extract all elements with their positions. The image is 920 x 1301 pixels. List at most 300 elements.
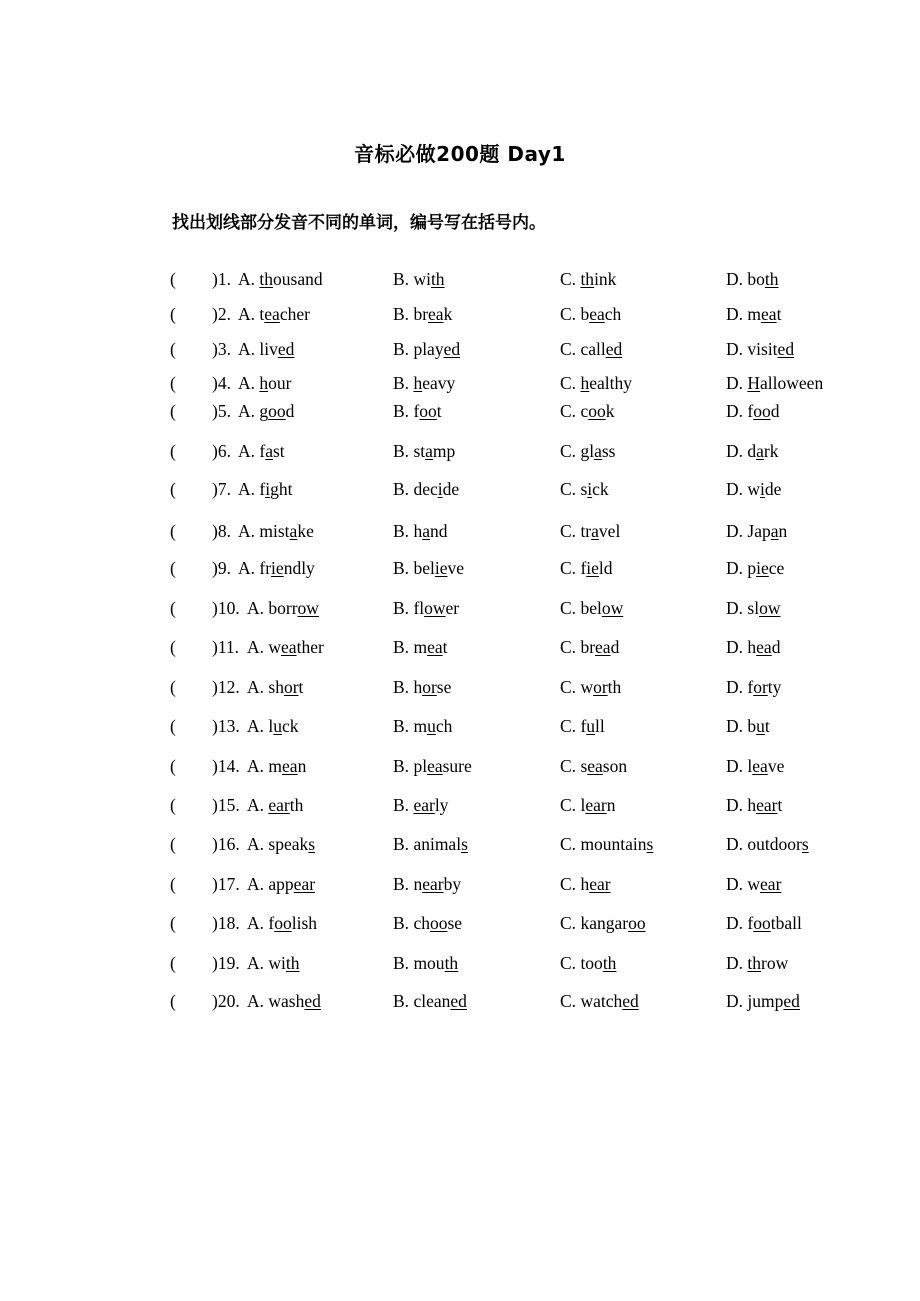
- option-d: [726, 479, 781, 500]
- underlined-sound: oo: [753, 401, 771, 421]
- question-number: )12.: [212, 677, 240, 697]
- word-suffix: ss: [601, 441, 616, 461]
- option-b: [393, 756, 472, 777]
- option-d: [726, 521, 787, 542]
- word-suffix: ck: [282, 716, 299, 736]
- word-prefix: outdoor: [747, 834, 802, 854]
- word-suffix: ll: [595, 716, 605, 736]
- answer-blank[interactable]: (: [170, 401, 176, 421]
- option-letter: D.: [726, 913, 748, 933]
- answer-blank[interactable]: (: [170, 441, 176, 461]
- underlined-sound: a: [265, 441, 273, 461]
- word-suffix: ght: [270, 479, 293, 499]
- option-letter: B.: [393, 795, 414, 815]
- word-prefix: w: [580, 677, 594, 697]
- underlined-sound: ea: [752, 756, 768, 776]
- word-prefix: f: [259, 479, 266, 499]
- underlined-sound: h: [580, 373, 590, 393]
- underlined-sound: a: [591, 521, 599, 541]
- underlined-sound: ea: [761, 304, 777, 324]
- word-prefix: bel: [413, 558, 435, 578]
- option-d: [726, 913, 802, 934]
- word-prefix: w: [747, 479, 761, 499]
- option-a: [247, 913, 317, 934]
- word-suffix: er: [445, 598, 460, 618]
- option-letter: A.: [247, 756, 269, 776]
- underlined-sound: ed: [777, 339, 795, 359]
- option-letter: C.: [560, 339, 581, 359]
- question-row: [0, 874, 920, 900]
- question-row: [0, 479, 920, 505]
- underlined-sound: or: [753, 677, 768, 697]
- question-number: )14.: [212, 756, 240, 776]
- option-c: [560, 716, 605, 737]
- question-number: )3.: [212, 339, 231, 359]
- question-row: [0, 401, 920, 427]
- option-a: [238, 373, 291, 394]
- question-number: )6.: [212, 441, 231, 461]
- option-d: [726, 304, 781, 325]
- underlined-sound: ie: [271, 558, 284, 578]
- option-letter: B.: [393, 677, 414, 697]
- word-suffix: ch: [604, 304, 622, 324]
- underlined-sound: H: [747, 373, 761, 393]
- option-letter: D.: [726, 373, 748, 393]
- underlined-sound: ea: [587, 756, 603, 776]
- underlined-sound: a: [594, 441, 602, 461]
- word-prefix: dec: [413, 479, 438, 499]
- underlined-sound: ow: [759, 598, 781, 618]
- option-letter: C.: [560, 521, 581, 541]
- word-suffix: ck: [592, 479, 609, 499]
- word-prefix: pl: [413, 756, 428, 776]
- option-letter: C.: [560, 991, 581, 1011]
- question-number: )2.: [212, 304, 231, 324]
- question-number: )20.: [212, 991, 240, 1011]
- word-prefix: Jap: [747, 521, 771, 541]
- underlined-sound: i: [437, 479, 443, 499]
- word-prefix: h: [413, 521, 423, 541]
- word-prefix: c: [580, 401, 589, 421]
- underlined-sound: i: [265, 479, 271, 499]
- answer-blank[interactable]: (: [170, 339, 176, 359]
- option-letter: B.: [393, 598, 414, 618]
- underlined-sound: ea: [428, 304, 444, 324]
- option-c: [560, 373, 632, 394]
- word-prefix: f: [268, 913, 275, 933]
- option-b: [393, 479, 459, 500]
- word-prefix: m: [268, 756, 283, 776]
- option-letter: C.: [560, 913, 581, 933]
- option-b: [393, 991, 467, 1012]
- option-letter: B.: [393, 479, 414, 499]
- option-b: [393, 598, 459, 619]
- word-suffix: ealthy: [589, 373, 632, 393]
- option-c: [560, 795, 615, 816]
- answer-blank[interactable]: (: [170, 521, 176, 541]
- underlined-sound: u: [756, 716, 765, 736]
- word-suffix: se: [436, 677, 452, 697]
- option-letter: B.: [393, 637, 414, 657]
- word-suffix: ke: [297, 521, 314, 541]
- word-prefix: h: [580, 874, 590, 894]
- option-b: [393, 373, 455, 394]
- option-letter: C.: [560, 269, 581, 289]
- underlined-sound: ea: [589, 304, 605, 324]
- option-c: [560, 304, 621, 325]
- word-suffix: tball: [770, 913, 802, 933]
- question-row: [0, 913, 920, 939]
- word-suffix: son: [602, 756, 628, 776]
- option-b: [393, 441, 455, 462]
- word-prefix: s: [580, 479, 588, 499]
- word-suffix: t: [298, 677, 304, 697]
- option-d: [726, 269, 779, 290]
- underlined-sound: ed: [605, 339, 623, 359]
- option-letter: A.: [247, 637, 269, 657]
- option-letter: B.: [393, 558, 414, 578]
- underlined-sound: ea: [282, 756, 298, 776]
- word-prefix: h: [747, 795, 757, 815]
- question-row: [0, 834, 920, 860]
- question-row: [0, 339, 920, 365]
- word-suffix: ve: [767, 756, 785, 776]
- option-a: [247, 637, 324, 658]
- option-a: [238, 339, 294, 360]
- word-suffix: n: [606, 795, 616, 815]
- underlined-sound: oo: [274, 913, 292, 933]
- option-letter: A.: [238, 558, 260, 578]
- word-prefix: clean: [413, 991, 451, 1011]
- underlined-sound: oo: [268, 401, 286, 421]
- option-letter: D.: [726, 677, 748, 697]
- underlined-sound: oo: [588, 401, 606, 421]
- option-letter: D.: [726, 339, 748, 359]
- question-number: )9.: [212, 558, 231, 578]
- option-letter: C.: [560, 756, 581, 776]
- underlined-sound: ea: [427, 637, 443, 657]
- underlined-sound: a: [756, 441, 764, 461]
- option-letter: D.: [726, 756, 748, 776]
- word-prefix: ch: [413, 913, 430, 933]
- question-number: )4.: [212, 373, 231, 393]
- word-prefix: borr: [268, 598, 298, 618]
- underlined-sound: th: [602, 953, 617, 973]
- answer-blank[interactable]: (: [170, 991, 176, 1011]
- answer-blank[interactable]: (: [170, 479, 176, 499]
- underlined-sound: ed: [304, 991, 321, 1011]
- question-number: )18.: [212, 913, 240, 933]
- underlined-sound: s: [308, 834, 316, 854]
- underlined-sound: th: [764, 269, 779, 289]
- answer-blank[interactable]: (: [170, 269, 176, 289]
- word-prefix: f: [580, 558, 587, 578]
- answer-blank[interactable]: (: [170, 677, 176, 697]
- option-c: [560, 677, 621, 698]
- underlined-sound: ear: [268, 795, 290, 815]
- option-letter: A.: [247, 953, 269, 973]
- answer-blank[interactable]: (: [170, 874, 176, 894]
- underlined-sound: ear: [760, 874, 782, 894]
- word-suffix: th: [607, 677, 622, 697]
- question-row: [0, 991, 920, 1017]
- underlined-sound: oo: [628, 913, 646, 933]
- option-letter: B.: [393, 991, 414, 1011]
- word-prefix: w: [747, 874, 761, 894]
- option-letter: D.: [726, 304, 748, 324]
- word-suffix: ce: [768, 558, 785, 578]
- option-a: [247, 795, 303, 816]
- underlined-sound: h: [259, 373, 269, 393]
- option-d: [726, 677, 781, 698]
- option-letter: D.: [726, 874, 748, 894]
- word-prefix: speak: [268, 834, 309, 854]
- option-c: [560, 637, 619, 658]
- underlined-sound: th: [747, 953, 762, 973]
- underlined-sound: a: [422, 521, 430, 541]
- answer-blank[interactable]: (: [170, 795, 176, 815]
- word-prefix: fr: [259, 558, 272, 578]
- option-letter: C.: [560, 441, 581, 461]
- underlined-sound: ow: [601, 598, 624, 618]
- option-a: [238, 479, 292, 500]
- word-prefix: wi: [413, 269, 431, 289]
- word-prefix: visit: [747, 339, 778, 359]
- word-prefix: br: [580, 637, 596, 657]
- question-number: )1.: [212, 269, 231, 289]
- option-c: [560, 756, 627, 777]
- option-c: [560, 913, 646, 934]
- option-letter: A.: [247, 913, 269, 933]
- underlined-sound: ed: [443, 339, 461, 359]
- underlined-sound: u: [273, 716, 283, 736]
- option-letter: D.: [726, 479, 748, 499]
- word-suffix: d: [770, 401, 780, 421]
- word-prefix: m: [413, 716, 428, 736]
- word-suffix: k: [443, 304, 453, 324]
- word-suffix: ty: [767, 677, 782, 697]
- option-b: [393, 558, 464, 579]
- word-prefix: sl: [747, 598, 760, 618]
- word-prefix: f: [259, 441, 266, 461]
- word-suffix: t: [764, 716, 770, 736]
- word-suffix: t: [442, 637, 448, 657]
- option-letter: A.: [238, 304, 260, 324]
- underlined-sound: i: [760, 479, 765, 499]
- answer-blank[interactable]: (: [170, 558, 176, 578]
- answer-blank[interactable]: (: [170, 834, 176, 854]
- word-prefix: h: [747, 637, 757, 657]
- underlined-sound: ed: [450, 991, 467, 1011]
- underlined-sound: ea: [264, 304, 280, 324]
- word-prefix: t: [259, 304, 265, 324]
- answer-blank[interactable]: (: [170, 637, 176, 657]
- answer-blank[interactable]: (: [170, 598, 176, 618]
- word-prefix: b: [580, 304, 590, 324]
- word-suffix: se: [447, 913, 463, 933]
- word-prefix: h: [413, 677, 423, 697]
- underlined-sound: th: [259, 269, 274, 289]
- option-d: [726, 441, 779, 462]
- word-suffix: sure: [442, 756, 472, 776]
- underlined-sound: or: [422, 677, 437, 697]
- option-letter: D.: [726, 441, 748, 461]
- word-prefix: f: [747, 913, 754, 933]
- answer-blank[interactable]: (: [170, 716, 176, 736]
- word-suffix: d: [771, 637, 781, 657]
- question-row: [0, 558, 920, 584]
- word-suffix: ndly: [283, 558, 315, 578]
- option-letter: B.: [393, 953, 414, 973]
- option-b: [393, 716, 452, 737]
- word-prefix: n: [413, 874, 423, 894]
- option-letter: B.: [393, 401, 414, 421]
- option-letter: C.: [560, 795, 581, 815]
- underlined-sound: h: [413, 373, 423, 393]
- option-letter: B.: [393, 913, 414, 933]
- answer-blank[interactable]: (: [170, 913, 176, 933]
- underlined-sound: ear: [585, 795, 607, 815]
- option-a: [247, 953, 300, 974]
- option-b: [393, 521, 447, 542]
- option-letter: D.: [726, 401, 748, 421]
- word-prefix: l: [747, 756, 753, 776]
- word-suffix: ve: [447, 558, 464, 578]
- question-number: )7.: [212, 479, 231, 499]
- option-letter: B.: [393, 304, 414, 324]
- question-number: )17.: [212, 874, 240, 894]
- option-a: [247, 756, 306, 777]
- option-c: [560, 834, 653, 855]
- underlined-sound: ea: [756, 637, 772, 657]
- option-letter: C.: [560, 304, 581, 324]
- question-row: [0, 373, 920, 399]
- word-prefix: mist: [259, 521, 290, 541]
- word-prefix: b: [747, 716, 757, 736]
- option-c: [560, 479, 609, 500]
- word-prefix: wi: [268, 953, 286, 973]
- option-letter: C.: [560, 637, 581, 657]
- word-suffix: alloween: [760, 373, 824, 393]
- word-suffix: ther: [296, 637, 324, 657]
- option-c: [560, 558, 613, 579]
- option-letter: C.: [560, 558, 581, 578]
- option-c: [560, 521, 620, 542]
- word-prefix: bo: [747, 269, 765, 289]
- option-letter: A.: [247, 795, 269, 815]
- option-b: [393, 874, 461, 895]
- word-prefix: wash: [268, 991, 305, 1011]
- word-prefix: call: [580, 339, 606, 359]
- option-a: [238, 304, 310, 325]
- word-suffix: by: [443, 874, 462, 894]
- word-prefix: play: [413, 339, 444, 359]
- answer-blank[interactable]: (: [170, 756, 176, 776]
- option-letter: C.: [560, 874, 581, 894]
- answer-blank[interactable]: (: [170, 304, 176, 324]
- option-letter: A.: [247, 834, 269, 854]
- question-row: [0, 795, 920, 821]
- answer-blank[interactable]: (: [170, 953, 176, 973]
- option-letter: A.: [238, 373, 260, 393]
- option-letter: A.: [238, 339, 260, 359]
- underlined-sound: ie: [586, 558, 599, 578]
- word-prefix: gl: [580, 441, 595, 461]
- answer-blank[interactable]: (: [170, 373, 176, 393]
- instruction-text: 找出划线部分发音不同的单词，编号写在括号内。: [172, 213, 546, 233]
- option-letter: B.: [393, 716, 414, 736]
- word-prefix: fl: [413, 598, 425, 618]
- question-number: )11.: [212, 637, 240, 657]
- option-letter: A.: [247, 991, 269, 1011]
- word-prefix: liv: [259, 339, 278, 359]
- option-d: [726, 637, 780, 658]
- word-prefix: l: [268, 716, 274, 736]
- option-letter: A.: [238, 269, 260, 289]
- word-prefix: w: [268, 637, 282, 657]
- underlined-sound: th: [444, 953, 459, 973]
- question-number: )13.: [212, 716, 240, 736]
- question-row: [0, 598, 920, 624]
- word-prefix: m: [747, 304, 762, 324]
- word-prefix: f: [747, 401, 754, 421]
- underlined-sound: a: [425, 441, 433, 461]
- option-letter: D.: [726, 521, 748, 541]
- option-letter: D.: [726, 716, 748, 736]
- word-prefix: s: [580, 756, 588, 776]
- underlined-sound: s: [646, 834, 654, 854]
- option-letter: A.: [238, 479, 260, 499]
- underlined-sound: ie: [756, 558, 769, 578]
- option-letter: D.: [726, 637, 748, 657]
- word-prefix: br: [413, 304, 429, 324]
- word-suffix: rk: [763, 441, 779, 461]
- option-letter: D.: [726, 991, 748, 1011]
- option-a: [247, 874, 315, 895]
- option-letter: A.: [247, 716, 269, 736]
- question-number: )8.: [212, 521, 231, 541]
- option-a: [238, 521, 314, 542]
- option-letter: C.: [560, 716, 581, 736]
- option-d: [726, 598, 780, 619]
- option-letter: C.: [560, 677, 581, 697]
- option-letter: C.: [560, 598, 581, 618]
- option-d: [726, 716, 770, 737]
- word-suffix: vel: [598, 521, 621, 541]
- question-row: [0, 304, 920, 330]
- word-suffix: th: [289, 795, 304, 815]
- underlined-sound: ed: [277, 339, 295, 359]
- option-c: [560, 598, 623, 619]
- word-suffix: d: [610, 637, 620, 657]
- word-prefix: f: [413, 401, 420, 421]
- option-c: [560, 339, 622, 360]
- word-prefix: g: [259, 401, 269, 421]
- underlined-sound: ear: [422, 874, 444, 894]
- underlined-sound: i: [587, 479, 593, 499]
- option-letter: C.: [560, 479, 581, 499]
- question-row: [0, 716, 920, 742]
- option-d: [726, 401, 779, 422]
- underlined-sound: ow: [424, 598, 446, 618]
- underlined-sound: or: [593, 677, 608, 697]
- option-letter: B.: [393, 521, 414, 541]
- option-letter: A.: [238, 401, 260, 421]
- question-row: [0, 441, 920, 467]
- question-row: [0, 756, 920, 782]
- word-prefix: mou: [413, 953, 445, 973]
- word-prefix: animal: [413, 834, 462, 854]
